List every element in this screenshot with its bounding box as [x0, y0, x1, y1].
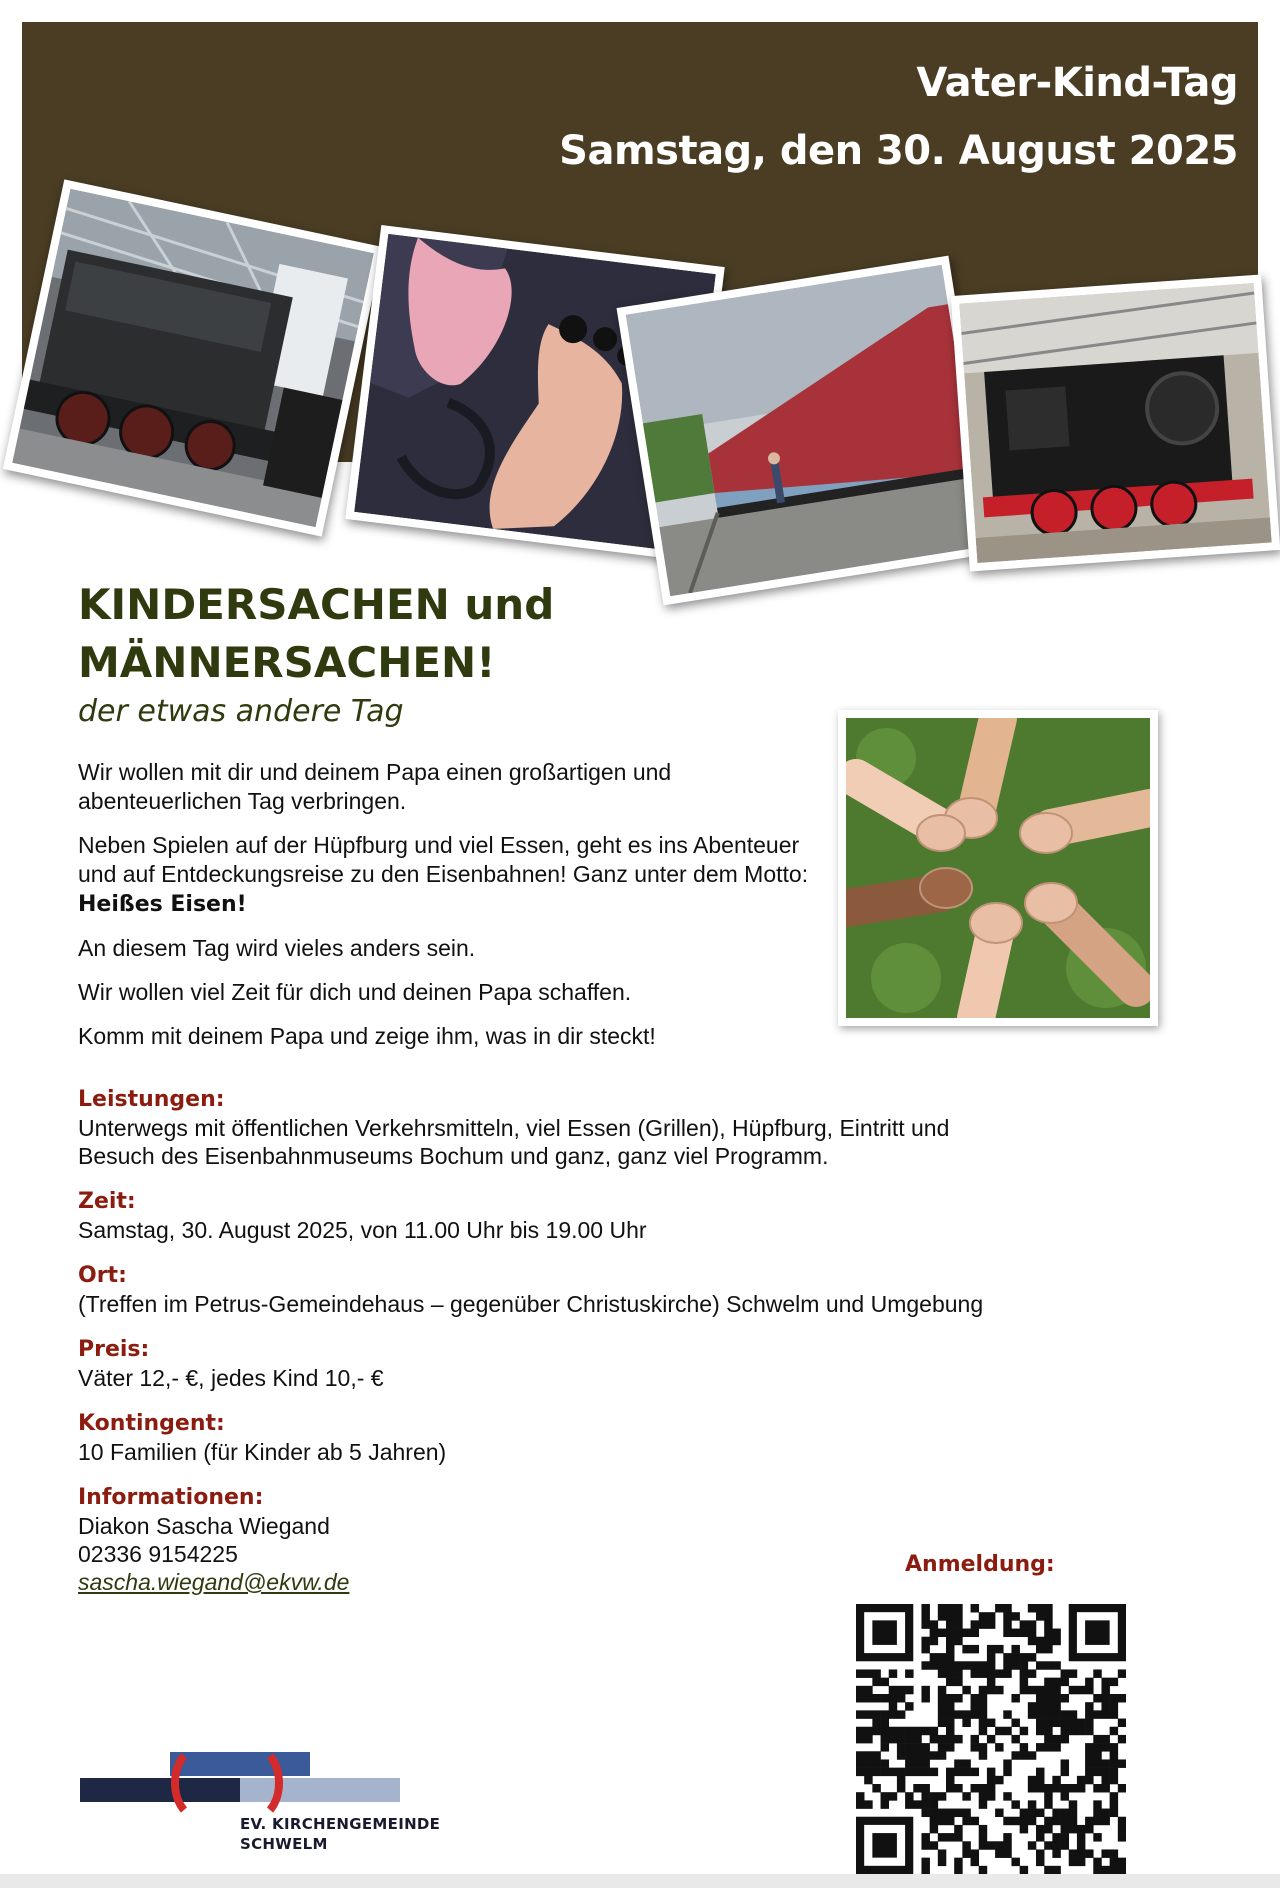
- event-date: Samstag, den 30. August 2025: [559, 128, 1238, 174]
- headline: [78, 576, 778, 692]
- church-logo-text: [240, 1814, 440, 1854]
- zeit-text: Samstag, 30. August 2025, von 11.00 Uhr bis 19.00 Uhr: [78, 1217, 647, 1243]
- motto: Heißes Eisen!: [78, 892, 247, 917]
- logo-line-1: EV. KIRCHENGEMEINDE: [240, 1815, 441, 1833]
- preis-text: Väter 12,- €, jedes Kind 10,- €: [78, 1365, 384, 1391]
- info-block: [78, 1484, 1058, 1596]
- ort-label: Ort:: [78, 1263, 127, 1288]
- kontingent-block: [78, 1410, 1058, 1466]
- intro-paragraph-3: An diesem Tag wird vieles anders sein.: [78, 935, 476, 961]
- event-title: Vater-Kind-Tag: [916, 60, 1238, 106]
- info-phone: 02336 9154225: [78, 1541, 238, 1567]
- registration-qr-code[interactable]: [856, 1604, 1126, 1874]
- ort-block: [78, 1262, 1058, 1318]
- intro-paragraph-1: Wir wollen mit dir und deinem Papa einen großartigen und abenteuerlichen Tag verbringen.: [78, 759, 672, 814]
- hands-circle-photo: [838, 710, 1158, 1026]
- logo-line-2: SCHWELM: [240, 1835, 328, 1853]
- headline-line-2: MÄNNERSACHEN!: [78, 638, 496, 687]
- page-edge: [0, 1874, 1280, 1888]
- event-details: [78, 1086, 1058, 1614]
- headline-line-1: KINDERSACHEN und: [78, 580, 555, 629]
- info-label: Informationen:: [78, 1485, 264, 1510]
- kontingent-label: Kontingent:: [78, 1411, 225, 1436]
- intro-paragraph-4: Wir wollen viel Zeit für dich und deinen Papa schaffen.: [78, 979, 632, 1005]
- intro-paragraph-2-text: Neben Spielen auf der Hüpfburg und viel Essen, geht es ins Abenteuer und auf Entdeckungsreise zu den Eisenbahnen! Ganz unter dem Motto:: [78, 832, 809, 887]
- ort-text: (Treffen im Petrus-Gemeindehaus – gegenüber Christuskirche) Schwelm und Umgebung: [78, 1291, 984, 1317]
- leistungen-text: Unterwegs mit öffentlichen Verkehrsmitteln, viel Essen (Grillen), Hüpfburg, Eintritt und Besuch des Eisenbahnmuseums Bochum und ganz, ganz viel Programm.: [78, 1115, 950, 1169]
- intro-paragraph-2: [78, 831, 838, 919]
- zeit-block: [78, 1188, 1058, 1244]
- intro-paragraph-5: Komm mit deinem Papa und zeige ihm, was in dir steckt!: [78, 1023, 656, 1049]
- preis-label: Preis:: [78, 1337, 150, 1362]
- leistungen-block: [78, 1086, 1058, 1170]
- black-steam-locomotive-photo: [951, 274, 1280, 571]
- leistungen-label: Leistungen:: [78, 1087, 225, 1112]
- subtitle: der etwas andere Tag: [78, 694, 404, 729]
- anmeldung-label: Anmeldung:: [905, 1552, 1055, 1577]
- zeit-label: Zeit:: [78, 1189, 136, 1214]
- kontingent-text: 10 Familien (für Kinder ab 5 Jahren): [78, 1439, 447, 1465]
- preis-block: [78, 1336, 1058, 1392]
- intro-text: [78, 758, 838, 1066]
- info-email-link[interactable]: sascha.wiegand@ekvw.de: [78, 1569, 350, 1595]
- info-name: Diakon Sascha Wiegand: [78, 1513, 330, 1539]
- red-diesel-train-photo: [617, 256, 996, 606]
